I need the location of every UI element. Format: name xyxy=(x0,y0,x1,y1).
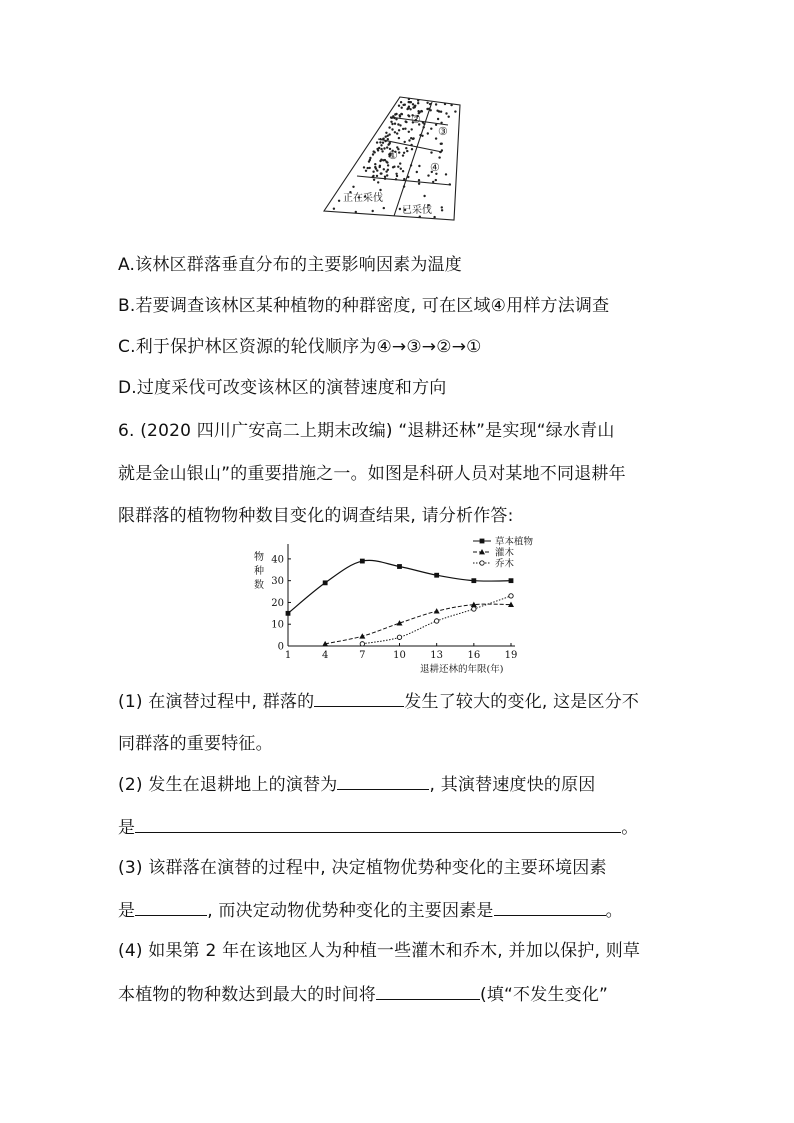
series-point-0 xyxy=(397,564,402,569)
species-chart xyxy=(248,534,558,676)
region-label-3: ③ xyxy=(438,125,448,138)
diagram-dot xyxy=(411,148,413,150)
diagram-dot xyxy=(400,168,402,170)
diagram-dot xyxy=(398,151,400,153)
region-label-4: ④ xyxy=(430,161,440,174)
y-tick-label: 0 xyxy=(277,641,284,653)
option-c xyxy=(118,336,482,358)
series-point-0 xyxy=(471,578,476,583)
diagram-dot xyxy=(372,175,374,177)
diagram-dot xyxy=(414,106,416,108)
region-label-2: ② xyxy=(411,113,421,126)
diagram-dot xyxy=(374,166,376,168)
diagram-dot xyxy=(381,150,383,152)
option-c-text: 利于保护林区资源的轮伐顺序为④→③→②→① xyxy=(135,337,482,357)
diagram-dot xyxy=(430,128,432,130)
diagram-dot xyxy=(416,171,418,173)
diagram-dot xyxy=(445,173,447,175)
diagram-dot xyxy=(382,142,384,144)
x-tick-label: 16 xyxy=(467,650,481,661)
diagram-dot xyxy=(397,166,399,168)
diagram-dot xyxy=(406,150,408,152)
diagram-dot xyxy=(402,128,404,130)
q3-text-d: 。 xyxy=(605,901,623,921)
y-tick-label: 10 xyxy=(271,619,284,631)
diagram-dot xyxy=(408,139,410,141)
q2-blank-1[interactable] xyxy=(337,773,429,790)
diagram-dot xyxy=(374,163,376,165)
diagram-dot xyxy=(399,124,401,126)
diagram-dot xyxy=(352,186,354,188)
diagram-dot xyxy=(338,200,340,202)
diagram-dot xyxy=(373,150,375,152)
diagram-dot xyxy=(398,137,400,139)
q3-blank-1[interactable] xyxy=(135,899,207,916)
option-c-key: C. xyxy=(118,337,136,357)
x-tick-label: 10 xyxy=(393,650,406,661)
diagram-dot xyxy=(441,206,443,208)
q2-blank-2[interactable] xyxy=(135,816,621,833)
diagram-dot xyxy=(441,143,443,145)
diagram-dot xyxy=(395,173,397,175)
diagram-dot xyxy=(383,168,385,170)
series-point-0 xyxy=(286,611,291,616)
legend-marker-0 xyxy=(480,539,485,544)
chart-legend xyxy=(473,536,534,570)
diagram-dot xyxy=(379,160,381,162)
x-tick-label: 4 xyxy=(321,650,329,661)
series-point-1 xyxy=(359,633,365,638)
region-label-cutting: 正在采伐 xyxy=(343,193,383,204)
diagram-dot xyxy=(437,118,439,120)
diagram-dot xyxy=(379,141,381,143)
diagram-dot xyxy=(387,138,389,140)
q6-line-3: 限群落的植物物种数目变化的调查结果, 请分析作答: xyxy=(118,506,514,526)
diagram-dot xyxy=(409,108,411,110)
series-point-0 xyxy=(323,580,328,585)
x-tick-label: 7 xyxy=(359,650,366,661)
diagram-dot xyxy=(430,151,432,153)
region-label-cut: 已采伐 xyxy=(402,205,432,216)
diagram-dot xyxy=(399,114,401,116)
diagram-dot xyxy=(433,216,435,218)
diagram-dot xyxy=(427,174,429,176)
diagram-dot xyxy=(383,147,385,149)
legend-label-1: 灌木 xyxy=(495,547,515,559)
diagram-dot xyxy=(399,208,401,210)
y-tick-label: 30 xyxy=(271,576,284,588)
series-point-2 xyxy=(397,635,401,639)
diagram-dot xyxy=(383,207,385,209)
q3-text-c: , 而决定动物优势种变化的主要因素是 xyxy=(207,901,494,921)
diagram-dot xyxy=(435,103,437,105)
diagram-dot xyxy=(426,102,428,104)
legend-label-2: 乔木 xyxy=(495,558,515,570)
diagram-dot xyxy=(391,123,393,125)
diagram-dot xyxy=(423,195,425,197)
diagram-dot xyxy=(421,135,423,137)
diagram-dot xyxy=(402,104,404,106)
q2-line-2 xyxy=(118,816,638,839)
chart-ylabel: 物种数 xyxy=(254,552,264,591)
diagram-dot xyxy=(372,210,374,212)
diagram-dot xyxy=(380,148,382,150)
q3-text-b: 是 xyxy=(118,901,136,921)
diagram-dot xyxy=(400,101,402,103)
diagram-dot xyxy=(369,157,371,159)
series-point-2 xyxy=(509,594,513,598)
q2-text-d: 。 xyxy=(621,818,639,838)
q1-text-b: 发生了较大的变化, 这是区分不 xyxy=(404,692,640,712)
diagram-dot xyxy=(393,166,395,168)
diagram-dot xyxy=(376,169,378,171)
q3-blank-2[interactable] xyxy=(494,899,606,916)
diagram-dot xyxy=(385,170,387,172)
diagram-dot xyxy=(379,166,381,168)
option-a-text: 该林区群落垂直分布的主要影响因素为温度 xyxy=(135,255,462,275)
diagram-dot xyxy=(377,181,379,183)
diagram-dot xyxy=(403,152,405,154)
option-a xyxy=(118,254,462,276)
diagram-dot xyxy=(394,123,396,125)
option-b-key: B. xyxy=(118,296,136,316)
q4-blank[interactable] xyxy=(376,983,480,1000)
legend-marker-2 xyxy=(480,561,484,565)
series-point-0 xyxy=(360,559,365,564)
diagram-dot xyxy=(405,121,407,123)
diagram-dot xyxy=(363,166,365,168)
diagram-dot xyxy=(397,123,399,125)
diagram-dot xyxy=(376,175,378,177)
diagram-dot xyxy=(398,129,400,131)
diagram-dot xyxy=(379,189,381,191)
diagram-dot xyxy=(376,148,378,150)
q4-text-c: (填“不发生变化” xyxy=(480,985,609,1005)
q3-line-1: (3) 该群落在演替的过程中, 决定植物优势种变化的主要环境因素 xyxy=(118,858,607,878)
diagram-dot xyxy=(440,111,442,113)
diagram-dot xyxy=(399,162,401,164)
diagram-dot xyxy=(412,103,414,105)
q1-text-a: (1) 在演替过程中, 群落的 xyxy=(118,692,315,712)
series-point-0 xyxy=(509,578,514,583)
y-tick-label: 20 xyxy=(271,597,284,609)
diagram-dot xyxy=(391,128,393,130)
q4-text-b: 本植物的物种数达到最大的时间将 xyxy=(118,985,376,1005)
diagram-dot xyxy=(418,179,420,181)
q1-line-1 xyxy=(118,690,639,713)
diagram-dot xyxy=(376,141,378,143)
diagram-dot xyxy=(427,132,429,134)
option-b-text: 若要调查该林区某种植物的种群密度, 可在区域④用样方法调查 xyxy=(135,296,610,316)
q2-text-b: , 其演替速度快的原因 xyxy=(429,775,596,795)
series-point-0 xyxy=(434,573,439,578)
diagram-dot xyxy=(385,132,387,134)
diagram-dot xyxy=(418,165,420,167)
diagram-dot xyxy=(441,209,443,211)
diagram-dot xyxy=(396,175,398,177)
diagram-dot xyxy=(412,138,414,140)
q2-line-1 xyxy=(118,773,596,796)
option-d-text: 过度采伐可改变该林区的演替速度和方向 xyxy=(136,378,447,398)
diagram-dot xyxy=(448,116,450,118)
q2-text-c: 是 xyxy=(118,818,136,838)
diagram-dot xyxy=(435,137,437,139)
diagram-dot xyxy=(445,112,447,114)
diagram-dot xyxy=(390,121,392,123)
diagram-dot xyxy=(369,167,371,169)
diagram-dot xyxy=(438,156,440,158)
diagram-dot xyxy=(380,144,382,146)
x-tick-label: 19 xyxy=(504,650,518,661)
diagram-dot xyxy=(372,153,374,155)
q6-line-2: 就是金山银山”的重要措施之一。如图是科研人员对某地不同退耕年 xyxy=(118,464,626,484)
diagram-dot xyxy=(388,133,390,135)
diagram-dot xyxy=(394,113,396,115)
x-tick-label: 1 xyxy=(284,650,292,661)
diagram-dot xyxy=(333,208,335,210)
chart-xlabel: 退耕还林的年限(年) xyxy=(420,664,504,675)
series-line-1 xyxy=(325,604,511,644)
diagram-dot xyxy=(387,164,389,166)
y-tick-label: 40 xyxy=(271,554,284,566)
legend-label-0: 草本植物 xyxy=(495,536,534,548)
diagram-dot xyxy=(396,132,398,134)
diagram-dot xyxy=(411,128,413,130)
diagram-dot xyxy=(418,183,420,185)
q4-line-2 xyxy=(118,983,608,1006)
diagram-dot xyxy=(417,102,419,104)
diagram-dot xyxy=(435,179,437,181)
diagram-dot xyxy=(436,110,438,112)
diagram-dot xyxy=(404,141,406,143)
diagram-dot xyxy=(368,160,370,162)
diagram-dot xyxy=(372,171,374,173)
diagram-dot xyxy=(408,131,410,133)
series-point-1 xyxy=(434,608,440,613)
diagram-dot xyxy=(365,170,367,172)
q3-line-2 xyxy=(118,899,623,922)
diagram-dot xyxy=(402,170,404,172)
q1-line-2: 同群落的重要特征。 xyxy=(118,734,273,754)
diagram-dot xyxy=(394,131,396,133)
option-b xyxy=(118,295,609,317)
region-label-1: ① xyxy=(388,149,398,162)
diagram-dot xyxy=(386,174,388,176)
q6-line-1: 6. (2020 四川广安高二上期末改编) “退耕还林”是实现“绿水青山 xyxy=(118,421,615,441)
option-a-key: A. xyxy=(118,255,136,275)
diagram-dot xyxy=(380,172,382,174)
diagram-dot xyxy=(405,147,407,149)
series-point-2 xyxy=(472,607,476,611)
series-point-2 xyxy=(434,619,438,623)
diagram-dot xyxy=(373,179,375,181)
q1-blank[interactable] xyxy=(314,690,404,707)
forest-region-diagram xyxy=(320,92,470,224)
diagram-dot xyxy=(401,107,403,109)
q2-text-a: (2) 发生在退耕地上的演替为 xyxy=(118,775,338,795)
diagram-dot xyxy=(402,154,404,156)
series-point-2 xyxy=(360,642,364,646)
q4-line-1: (4) 如果第 2 年在该地区人为种植一些灌木和乔木, 并加以保护, 则草 xyxy=(118,941,641,961)
diagram-dot xyxy=(398,105,400,107)
diagram-dot xyxy=(409,101,411,103)
diagram-dot xyxy=(426,108,428,110)
chart-series xyxy=(286,559,514,647)
option-d xyxy=(118,377,447,399)
diagram-dot xyxy=(408,106,410,108)
option-d-key: D. xyxy=(118,378,137,398)
diagram-dot xyxy=(388,126,390,128)
diagram-dot xyxy=(404,128,406,130)
diagram-dot xyxy=(388,143,390,145)
x-tick-label: 13 xyxy=(430,650,444,661)
diagram-dot xyxy=(454,110,456,112)
